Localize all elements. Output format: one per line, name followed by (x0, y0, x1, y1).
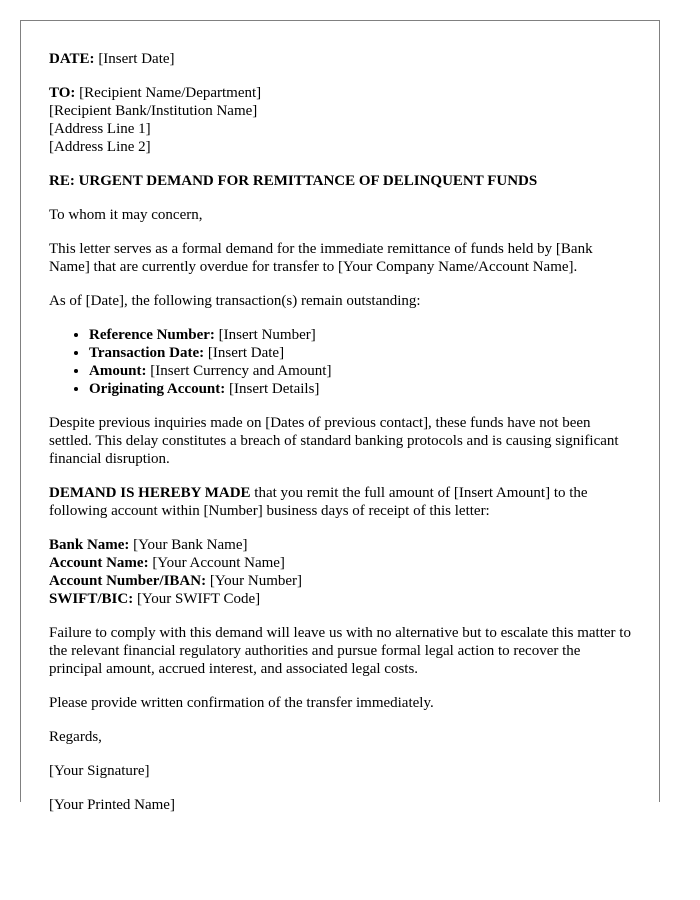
field-label: SWIFT/BIC: (49, 591, 134, 607)
transaction-list (49, 326, 631, 398)
date-value: [Insert Date] (94, 51, 175, 67)
item-label: Transaction Date: (89, 345, 205, 361)
account-details-block (49, 536, 631, 608)
recipient-address-2: [Address Line 2] (49, 139, 151, 155)
letter-body (21, 21, 659, 814)
recipient-address-1: [Address Line 1] (49, 121, 151, 137)
item-label: Amount: (89, 363, 147, 379)
paragraph-breach: Despite previous inquiries made on [Dates of previous contact], these funds have not been settled. This delay constitutes a breach of standard banking protocols and is causing significant financial disruption. (49, 415, 619, 467)
field-label: Account Number/IBAN: (49, 573, 207, 589)
recipient-block (49, 84, 631, 156)
field-value: [Your SWIFT Code] (133, 591, 261, 607)
list-item-amount (89, 362, 631, 380)
salutation: To whom it may concern, (49, 207, 203, 223)
item-value: [Insert Number] (214, 327, 316, 343)
bank-name-line (49, 536, 631, 554)
field-value: [Your Number] (206, 573, 303, 589)
recipient-name: [Recipient Name/Department] (75, 85, 262, 101)
swift-line (49, 590, 631, 608)
field-label: Account Name: (49, 555, 149, 571)
item-label: Reference Number: (89, 327, 215, 343)
list-item-reference-number (89, 326, 631, 344)
date-label: DATE: (49, 51, 95, 67)
demand-bold-text: DEMAND IS HEREBY MADE (49, 485, 251, 501)
field-label: Bank Name: (49, 537, 130, 553)
paragraph-demand (49, 484, 631, 520)
list-item-transaction-date (89, 344, 631, 362)
demand-text: that you remit the full amount of [Insert Amount] to the following account within [Number] business days of receipt of this letter: (49, 485, 588, 519)
item-value: [Insert Currency and Amount] (146, 363, 332, 379)
signature: [Your Signature] (49, 763, 150, 779)
item-value: [Insert Details] (225, 381, 320, 397)
paragraph-outstanding: As of [Date], the following transaction(s) remain outstanding: (49, 293, 421, 309)
to-label: TO: (49, 85, 76, 101)
letter-page (20, 20, 660, 813)
paragraph-escalation: Failure to comply with this demand will leave us with no alternative but to escalate this matter to the relevant financial regulatory authorities and pursue formal legal action to recover the principal amount, accrued interest, and associated legal costs. (49, 625, 631, 677)
subject-text: RE: URGENT DEMAND FOR REMITTANCE OF DELINQUENT FUNDS (49, 173, 538, 189)
paragraph-formal-demand: This letter serves as a formal demand for the immediate remittance of funds held by [Bank Name] that are currently overdue for transfer to [Your Company Name/Account Name]. (49, 241, 593, 275)
account-number-line (49, 572, 631, 590)
list-item-originating-account (89, 380, 631, 398)
printed-name: [Your Printed Name] (49, 797, 175, 813)
closing: Regards, (49, 729, 102, 745)
account-name-line (49, 554, 631, 572)
item-label: Originating Account: (89, 381, 226, 397)
date-line (49, 50, 631, 68)
paragraph-confirmation: Please provide written confirmation of the transfer immediately. (49, 695, 434, 711)
recipient-institution: [Recipient Bank/Institution Name] (49, 103, 258, 119)
field-value: [Your Account Name] (148, 555, 285, 571)
subject-line (49, 172, 631, 190)
item-value: [Insert Date] (204, 345, 285, 361)
field-value: [Your Bank Name] (129, 537, 248, 553)
recipient-line-1 (49, 84, 631, 102)
